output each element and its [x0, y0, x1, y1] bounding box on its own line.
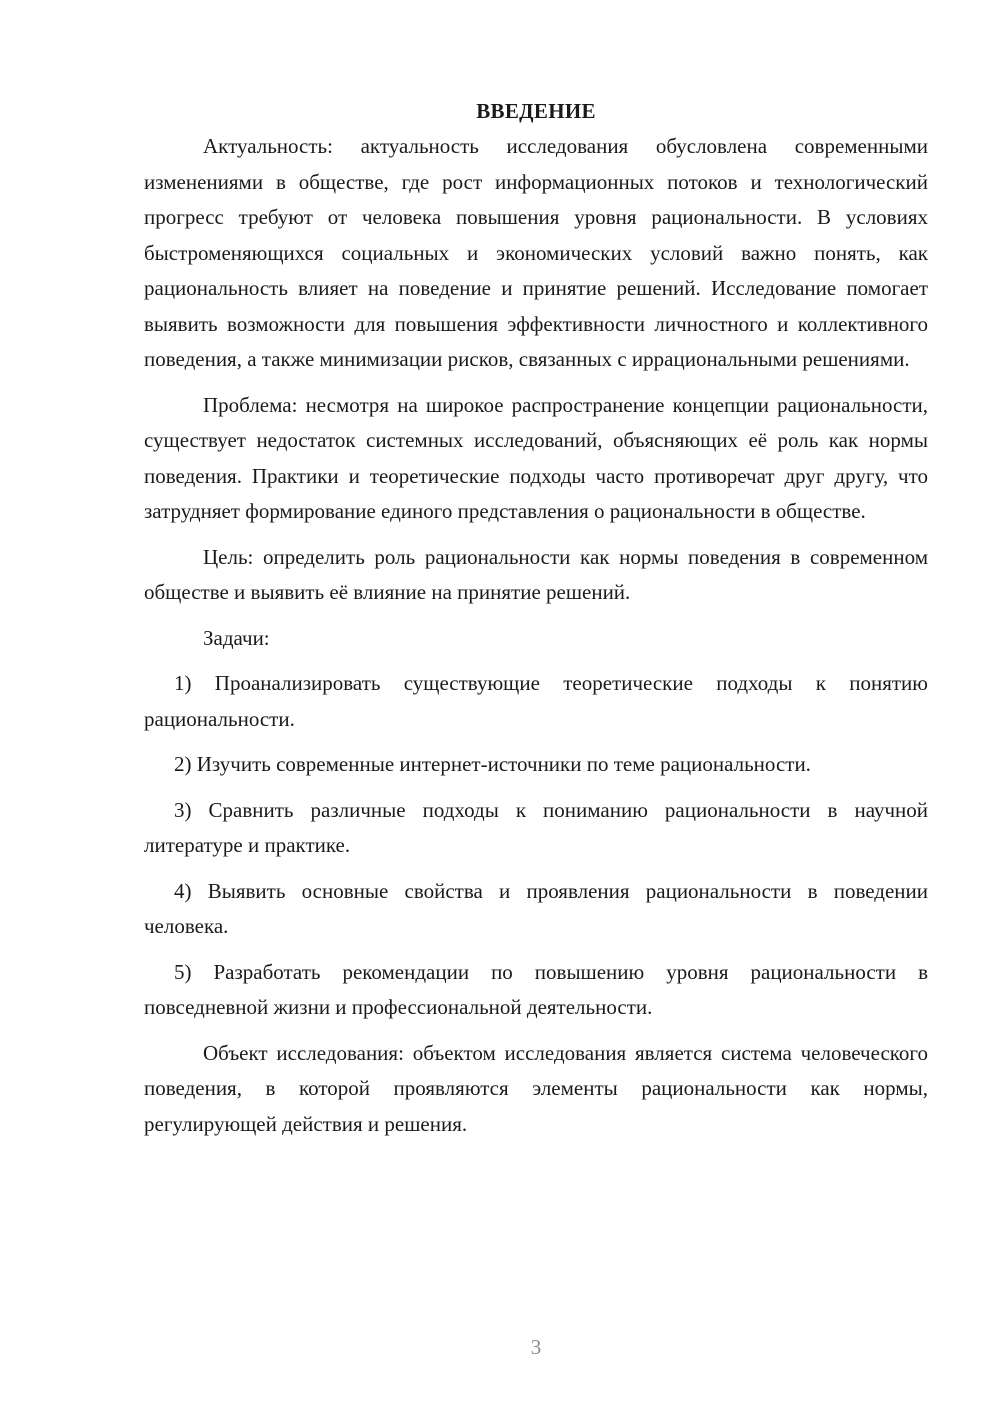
task-item-4: 4) Выявить основные свойства и проявления рациональности в поведении человека. [144, 878, 928, 938]
page-number: 3 [530, 1335, 542, 1359]
task-item-3: 3) Сравнить различные подходы к пониманию рациональности в научной литературе и практике. [144, 797, 928, 857]
paragraph-object: Объект исследования: объектом исследования является система человеческого поведения, в которой проявляются элементы рациональности как нормы, регулирующей действия и решения. [144, 1040, 928, 1136]
task-item-5: 5) Разработать рекомендации по повышению уровня рациональности в повседневной жизни и профессиональной деятельности. [144, 959, 928, 1019]
task-item-1: 1) Проанализировать существующие теоретические подходы к понятию рациональности. [144, 671, 928, 731]
paragraph-relevance: Актуальность: актуальность исследования обусловлена современными изменениями в обществе, где рост информационных потоков и технологический прогресс требуют от человека повышения уровня рациональности. В условиях быстроменяющихся социальных и экономических условий важно понять, как рациональность влияет на поведение и принятие решений. Исследование помогает выявить возможности для повышения эффективности личностного и коллективного поведения, а также минимизации рисков, связанных с иррациональными решениями. [144, 134, 928, 371]
section-heading: ВВЕДЕНИЕ [476, 99, 596, 123]
tasks-label: Задачи: [203, 625, 270, 650]
paragraph-goal: Цель: определить роль рациональности как нормы поведения в современном обществе и выявить её влияние на принятие решений. [144, 544, 928, 604]
page-content [144, 93, 928, 1142]
paragraph-problem: Проблема: несмотря на широкое распространение концепции рациональности, существует недостаток системных исследований, объясняющих её роль как нормы поведения. Практики и теоретические подходы часто противоречат друг другу, что затрудняет формирование единого представления о рациональности в обществе. [144, 392, 928, 523]
task-item-2: 2) Изучить современные интернет-источники по теме рациональности. [174, 752, 811, 776]
